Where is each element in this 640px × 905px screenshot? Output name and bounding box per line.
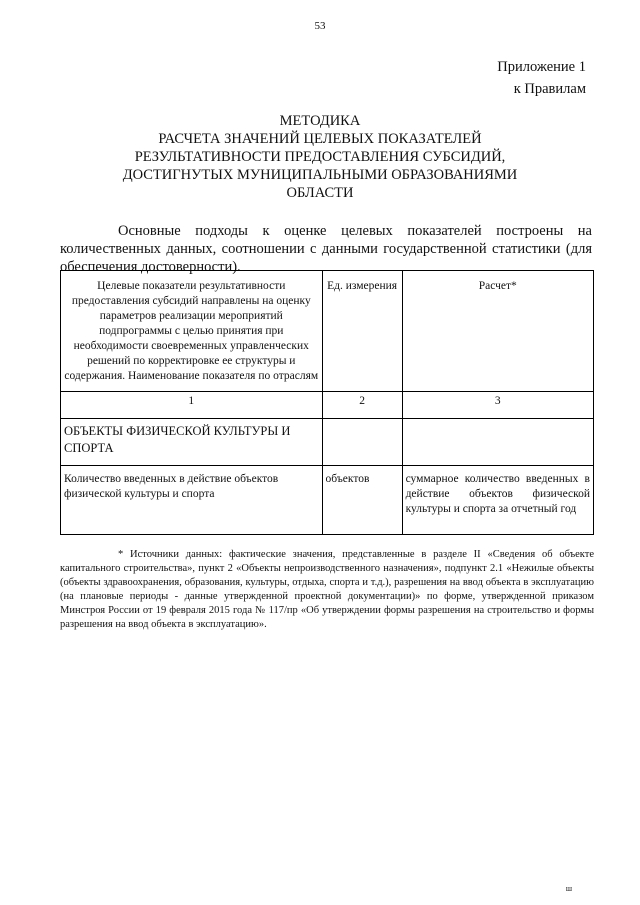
column-number-2: 2 (322, 392, 402, 419)
title-line-2: РАСЧЕТА ЗНАЧЕНИЙ ЦЕЛЕВЫХ ПОКАЗАТЕЛЕЙ (158, 131, 482, 147)
header-unit: Ед. измерения (322, 271, 402, 392)
row-calculation: суммарное количество введенных в действие объектов физической культуры и спорта за отчетный год (402, 466, 593, 535)
annex-reference (497, 56, 586, 100)
row-unit: объектов (322, 466, 402, 535)
intro-paragraph: Основные подходы к оценке целевых показателей построены на количественных данных, соотношении с данными государственной статистики (для обеспечения достоверности). (60, 223, 592, 275)
section-empty-cell (402, 419, 593, 466)
title-line-3: РЕЗУЛЬТАТИВНОСТИ ПРЕДОСТАВЛЕНИЯ СУБСИДИЙ, (134, 149, 506, 165)
header-indicator-name: Целевые показатели результативности предоставления субсидий направлены на оценку параметров реализации мероприятий подпрограммы с целью принятия при необходимости своевременных управленческих решений по корректировке ее структуры и содержания. Наименование показателя по отраслям (61, 271, 323, 392)
title-line-5: ОБЛАСТИ (286, 185, 354, 201)
column-number-1: 1 (61, 392, 323, 419)
header-calculation: Расчет* (402, 271, 593, 392)
column-number-3: 3 (402, 392, 593, 419)
title-line-4: ДОСТИГНУТЫХ МУНИЦИПАЛЬНЫМИ ОБРАЗОВАНИЯМИ (122, 167, 518, 183)
annex-line-2: к Правилам (513, 81, 586, 97)
annex-line-1: Приложение 1 (497, 59, 586, 75)
corner-mark: ш (565, 884, 572, 893)
document-title (60, 112, 580, 202)
row-indicator-name: Количество введенных в действие объектов физической культуры и спорта (61, 466, 323, 535)
column-number-row (61, 392, 594, 419)
section-empty-cell (322, 419, 402, 466)
table-row (61, 466, 594, 535)
title-line-1: МЕТОДИКА (279, 113, 361, 129)
section-title: ОБЪЕКТЫ ФИЗИЧЕСКОЙ КУЛЬТУРЫ И СПОРТА (61, 419, 323, 466)
page-number: 53 (314, 20, 326, 32)
table-header-row (61, 271, 594, 392)
footnote: * Источники данных: фактические значения, представленные в разделе II «Сведения об объекте капитального строительства», пункт 2 «Объекты непроизводственного назначения», подпункт 2.1 «Нежилые объекты (объекты здравоохранения, образования, культуры, отдыха, спорта и т.д.), разрешения на ввод объекта в эксплуатацию (на плановые периоды - данные утвержденной проектной документации)» по форме, утвержденной приказом Минстроя России от 19 февраля 2015 года № 117/пр «Об утверждении формы разрешения на строительство и формы разрешения на ввод объекта в эксплуатацию». (60, 549, 594, 630)
metrics-table (60, 270, 594, 535)
section-row (61, 419, 594, 466)
